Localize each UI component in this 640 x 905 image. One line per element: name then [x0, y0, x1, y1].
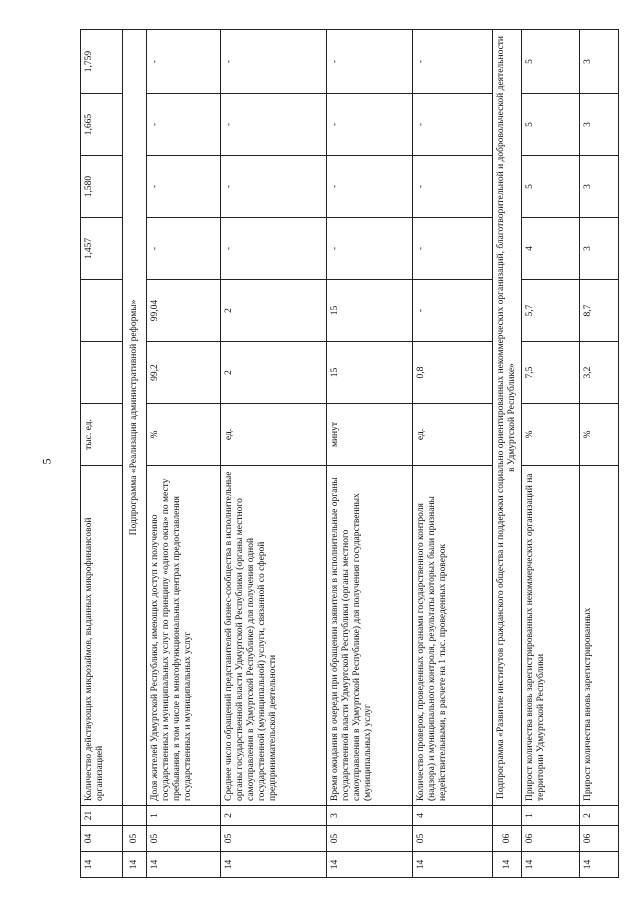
subprogram-code-cell: 05 [413, 826, 493, 852]
subprogram-code-cell: 06 [522, 826, 580, 852]
value-cell-1: 15 [327, 342, 413, 404]
indicator-number-cell: 3 [327, 806, 413, 826]
value-cell-4: 1,580 [81, 156, 123, 218]
gp-code-cell: 14 [147, 852, 221, 878]
table-row [522, 30, 580, 878]
indicator-name-cell: Прирост количества вновь зарегистрированных [580, 466, 619, 806]
value-cell-1: 99,2 [147, 342, 221, 404]
value-cell-4: - [413, 156, 493, 218]
subprogram-code-cell: 04 [81, 826, 123, 852]
gp-code-cell: 14 [81, 852, 123, 878]
value-cell-5: - [221, 94, 327, 156]
indicator-number-cell: 2 [221, 806, 327, 826]
value-cell-1 [81, 342, 123, 404]
value-cell-3: - [413, 218, 493, 280]
value-cell-3: - [147, 218, 221, 280]
indicator-name-cell: Прирост количества вновь зарегистрированных некоммерческих организаций на территории Удмуртской Республики [522, 466, 580, 806]
value-cell-5: - [147, 94, 221, 156]
value-cell-1: 0,8 [413, 342, 493, 404]
table-row [147, 30, 221, 878]
value-cell-4: - [221, 156, 327, 218]
unit-cell: % [147, 404, 221, 466]
value-cell-2: 8,7 [580, 280, 619, 342]
value-cell-3: 3 [580, 218, 619, 280]
empty-cell [123, 806, 147, 826]
value-cell-6: 5 [522, 30, 580, 94]
gp-code-cell: 14 [327, 852, 413, 878]
unit-cell: тыс. ед. [81, 404, 123, 466]
value-cell-3: - [221, 218, 327, 280]
indicator-name-cell: Время ожидания в очереди при обращении заявителя в исполнительные органы государственной власти Удмуртской Республики (органы местного самоуправления в Удмуртской Республике) для получения государственных (муниципальных) услуг [327, 466, 413, 806]
indicator-number-cell: 1 [147, 806, 221, 826]
gp-code-cell: 14 [413, 852, 493, 878]
indicator-number-cell: 2 [580, 806, 619, 826]
subprogram-code-cell: 05 [147, 826, 221, 852]
indicators-table [80, 29, 619, 878]
unit-cell: минут [327, 404, 413, 466]
value-cell-1: 2 [221, 342, 327, 404]
value-cell-3: - [327, 218, 413, 280]
table-row [327, 30, 413, 878]
value-cell-1: 7,5 [522, 342, 580, 404]
unit-cell: ед. [413, 404, 493, 466]
value-cell-6: - [413, 30, 493, 94]
value-cell-4: - [327, 156, 413, 218]
value-cell-2 [81, 280, 123, 342]
value-cell-6: - [221, 30, 327, 94]
value-cell-4: 5 [522, 156, 580, 218]
indicator-number-cell: 1 [522, 806, 580, 826]
value-cell-1: 3,2 [580, 342, 619, 404]
value-cell-2: 15 [327, 280, 413, 342]
unit-cell: ед. [221, 404, 327, 466]
table-body [81, 30, 619, 878]
indicator-name-cell: Количество проверок, проведенных органами государственного контроля (надзора) и муниципального контроля, результаты которых были признаны недействительными, в расчете на 1 тыс. проведенных проверок [413, 466, 493, 806]
value-cell-5: - [413, 94, 493, 156]
subprogram-code-cell: 06 [580, 826, 619, 852]
rotated-table-container [80, 30, 615, 878]
value-cell-6: 1,759 [81, 30, 123, 94]
indicator-name-cell: Среднее число обращений представителей бизнес-сообщества в исполнительные органы государственной власти Удмуртской Республики (органы местного самоуправления в Удмуртской Республике) для получения одной государственной (муниципальной) услуги, связанной со сферой предпринимательской деятельности [221, 466, 327, 806]
value-cell-5: 5 [522, 94, 580, 156]
subprogram-row [493, 30, 522, 878]
table-row [580, 30, 619, 878]
gp-code-cell: 14 [123, 852, 147, 878]
table-row [413, 30, 493, 878]
subprogram-row [123, 30, 147, 878]
indicator-name-cell: Количество действующих микрозаймов, выданных микрофинансовой организацией [81, 466, 123, 806]
gp-code-cell: 14 [522, 852, 580, 878]
value-cell-6: 3 [580, 30, 619, 94]
table-row [221, 30, 327, 878]
indicator-number-cell: 21 [81, 806, 123, 826]
subprogram-title-cell: Подпрограмма «Реализация административной реформы» [123, 30, 147, 806]
value-cell-5: - [327, 94, 413, 156]
gp-code-cell: 14 [493, 852, 522, 878]
indicator-name-cell: Доля жителей Удмуртской Республики, имеющих доступ к получению государственных и муниципальных услуг по принципу «одного окна» по месту пребывания, в том числе в многофункциональных центрах предоставления государственных и муниципальных услуг [147, 466, 221, 806]
value-cell-4: - [147, 156, 221, 218]
subprogram-code-cell: 05 [221, 826, 327, 852]
empty-cell [493, 806, 522, 826]
value-cell-5: 1,665 [81, 94, 123, 156]
value-cell-6: - [327, 30, 413, 94]
table-row [81, 30, 123, 878]
subprogram-code-cell: 06 [493, 826, 522, 852]
value-cell-2: 2 [221, 280, 327, 342]
subprogram-code-cell: 05 [327, 826, 413, 852]
value-cell-4: 3 [580, 156, 619, 218]
gp-code-cell: 14 [221, 852, 327, 878]
unit-cell: % [522, 404, 580, 466]
value-cell-5: 3 [580, 94, 619, 156]
page-number: 5 [39, 458, 54, 465]
value-cell-2: 5,7 [522, 280, 580, 342]
indicator-number-cell: 4 [413, 806, 493, 826]
subprogram-title-cell: Подпрограмма «Развитие институтов гражданского общества и поддержки социально ориентированных некоммерческих организаций, благотворительной и добровольческой деятельности в Удмуртской Республике» [493, 30, 522, 806]
gp-code-cell: 14 [580, 852, 619, 878]
subprogram-code-cell: 05 [123, 826, 147, 852]
value-cell-3: 4 [522, 218, 580, 280]
unit-cell: % [580, 404, 619, 466]
value-cell-3: 1,457 [81, 218, 123, 280]
value-cell-6: - [147, 30, 221, 94]
value-cell-2: - [413, 280, 493, 342]
value-cell-2: 99,04 [147, 280, 221, 342]
